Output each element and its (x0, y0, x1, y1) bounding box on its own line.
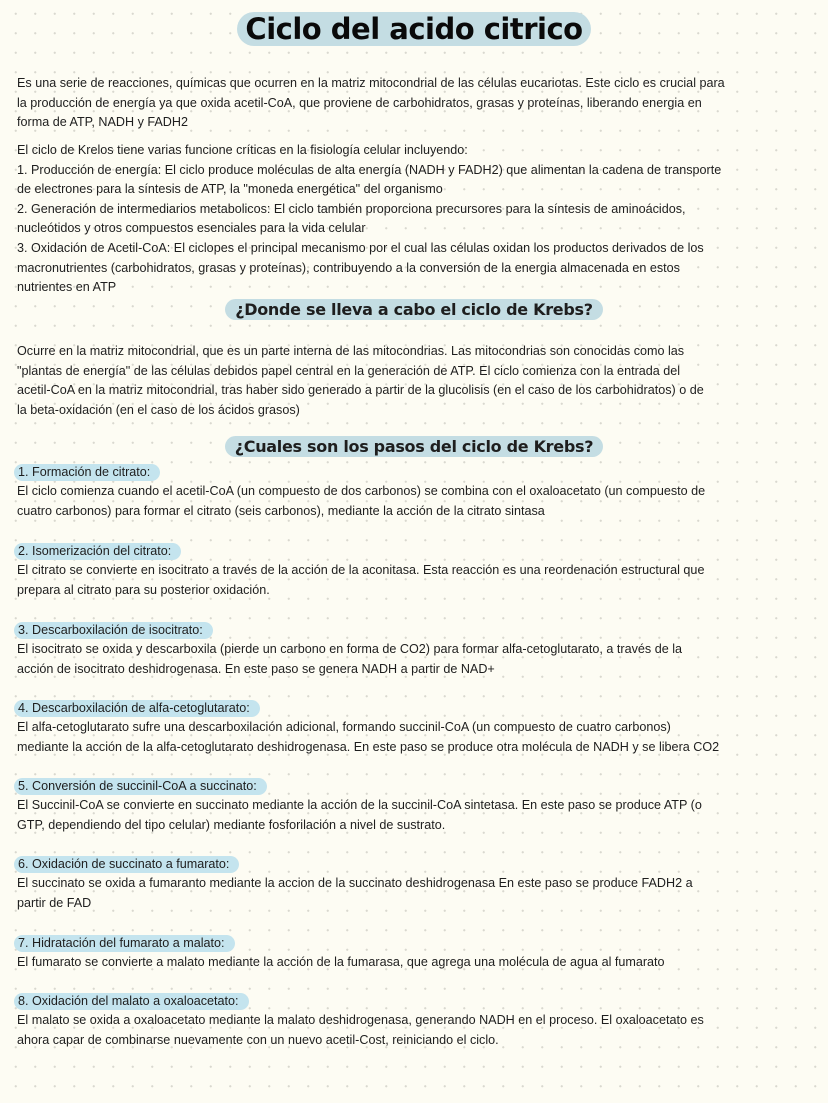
step-description-line: prepara al citrato para su posterior oxidación. (17, 582, 270, 597)
step-description (17, 561, 817, 600)
functions-line: 1. Producción de energía: El ciclo produce moléculas de alta energía (NADH y FADH2) que alimentan la cadena de transporte (17, 162, 722, 177)
step-description-line: acción de isocitrato deshidrogenasa. En este paso se genera NADH a partir de NAD+ (17, 661, 495, 676)
page-title: Ciclo del acido citrico (0, 12, 828, 46)
functions-line: nucleótidos y otros compuestos esenciales para la vida celular (17, 221, 366, 236)
step-label (14, 777, 267, 795)
step-label (14, 992, 249, 1010)
step-description-line: El citrato se convierte en isocitrato a través de la acción de la aconitasa. Esta reacción es una reordenación estructural que (17, 563, 705, 577)
step-label (14, 621, 213, 639)
intro-paragraph (17, 74, 817, 133)
where-line: la beta-oxidación (en el caso de los ácidos grasos) (17, 402, 300, 417)
intro-line: forma de ATP, NADH y FADH2 (17, 115, 189, 130)
step-label-text: 5. Conversión de succinil-CoA a succinato: (14, 778, 267, 795)
functions-line: 3. Oxidación de Acetil-CoA: El ciclopes el principal mecanismo por el cual las células oxidan los productos derivados de los (17, 240, 704, 255)
step-label-text: 8. Oxidación del malato a oxaloacetato: (14, 993, 249, 1010)
step-description (17, 640, 817, 679)
step-label (14, 934, 235, 952)
where-paragraph (17, 342, 817, 420)
step-description (17, 874, 817, 913)
step-description-line: mediante la acción de la alfa-cetoglutarato deshidrogenasa. En este paso se produce otra molécula de NADH y se libera CO2 (17, 739, 720, 754)
step-description (17, 482, 817, 521)
step-label-text: 7. Hidratación del fumarato a malato: (14, 935, 235, 952)
heading-where: ¿Donde se lleva a cabo el ciclo de Krebs? (0, 300, 828, 320)
step-description (17, 718, 817, 757)
functions-line: macronutrientes (carbohidratos, grasas y proteínas), contribuyendo a la conversión de la energia almacenada en estos (17, 260, 680, 275)
functions-line: nutrientes en ATP (17, 280, 117, 295)
step-description-line: El Succinil-CoA se convierte en succinato mediante la acción de la succinil-CoA sintetasa. En este paso se produce ATP (o (17, 798, 702, 812)
step-description-line: El alfa-cetoglutarato sufre una descarboxilación adicional, formando succinil-CoA (un compuesto de cuatro carbonos) (17, 720, 671, 734)
step-description-line: partir de FAD (17, 895, 92, 910)
functions-line: El ciclo de Krelos tiene varias funcione críticas en la fisiología celular incluyendo: (17, 143, 468, 157)
step-label-text: 1. Formación de citrato: (14, 464, 160, 481)
step-label (14, 699, 260, 717)
step-description (17, 1011, 817, 1050)
step-label (14, 855, 239, 873)
step-description-line: cuatro carbonos) para formar el citrato (seis carbonos), mediante la acción de la citrato sintasa (17, 503, 545, 518)
functions-paragraph (17, 141, 817, 298)
step-description-line: El malato se oxida a oxaloacetato mediante la malato deshidrogenasa, generando NADH en el proceso. El oxaloacetato es (17, 1013, 704, 1027)
step-description-line: El fumarato se convierte a malato mediante la acción de la fumarasa, que agrega una molécula de agua al fumarato (17, 955, 665, 969)
step-description-line: ahora capar de combinarse nuevamente con un nuevo acetil-Cost, reiniciando el ciclo. (17, 1032, 499, 1047)
step-description-line: GTP, dependiendo del tipo celular) mediante fosforilación a nivel de sustrato. (17, 817, 446, 832)
functions-line: 2. Generación de intermediarios metabolicos: El ciclo también proporciona precursores para la síntesis de aminoácidos, (17, 201, 686, 216)
step-description-line: El succinato se oxida a fumaranto mediante la accion de la succinato deshidrogenasa En este paso se produce FADH2 a (17, 876, 693, 890)
step-label-text: 4. Descarboxilación de alfa-cetoglutarato: (14, 700, 260, 717)
intro-line: la producción de energía ya que oxida acetil-CoA, que proviene de carbohidratos, grasas y proteínas, liberando energia en (17, 95, 702, 110)
functions-line: de electrones para la síntesis de ATP, la "moneda energética" del organismo (17, 182, 443, 197)
step-label (14, 542, 181, 560)
step-label-text: 3. Descarboxilación de isocitrato: (14, 622, 213, 639)
step-label (14, 463, 160, 481)
step-description-line: El ciclo comienza cuando el acetil-CoA (un compuesto de dos carbonos) se combina con el oxaloacetato (un compuesto de (17, 484, 706, 498)
step-description (17, 953, 817, 973)
where-line: Ocurre en la matriz mitocondrial, que es un parte interna de las mitocondrias. Las mitocondrias son conocidas como las (17, 344, 685, 358)
where-line: acetil-CoA en la matriz mitocondrial, tras haber sido generado a partir de la glucolisis (en el caso de los carbohidratos) o de (17, 383, 704, 398)
where-line: "plantas de energía" de las células debidos papel central en la generación de ATP. El ciclo comienza con la entrada del (17, 363, 681, 378)
step-description-line: El isocitrato se oxida y descarboxila (pierde un carbono en forma de CO2) para formar alfa-cetoglutarato, a través de la (17, 642, 683, 656)
step-description (17, 796, 817, 835)
step-label-text: 2. Isomerización del citrato: (14, 543, 181, 560)
step-label-text: 6. Oxidación de succinato a fumarato: (14, 856, 239, 873)
heading-steps: ¿Cuales son los pasos del ciclo de Krebs? (0, 437, 828, 457)
intro-line: Es una serie de reacciones, químicas que ocurren en la matriz mitocondrial de las células eucariotas. Este ciclo es crucial para (17, 76, 725, 90)
